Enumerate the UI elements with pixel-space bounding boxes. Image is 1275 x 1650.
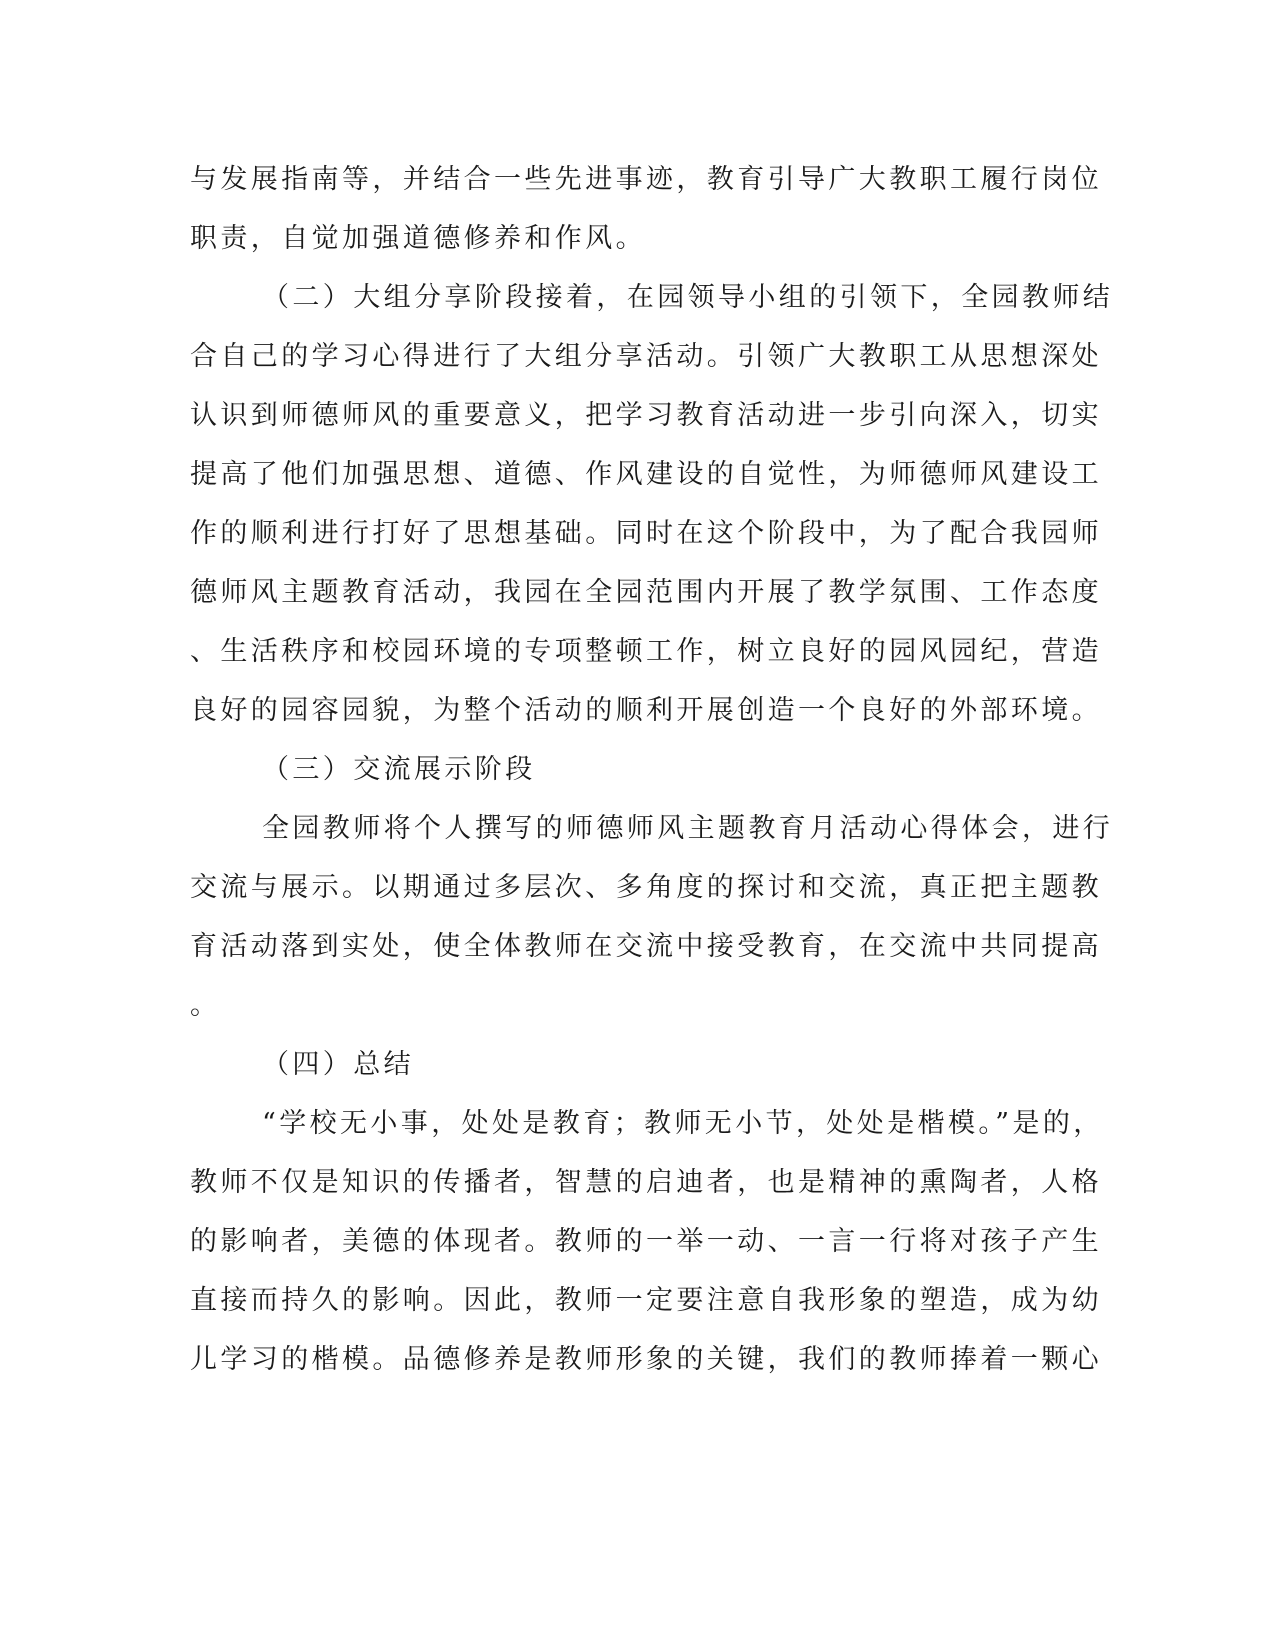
text-line: 直接而持久的影响。因此，教师一定要注意自我形象的塑造，成为幼 <box>190 1285 1102 1316</box>
text-line: 儿学习的楷模。品德修养是教师形象的关键，我们的教师捧着一颗心 <box>190 1344 1102 1375</box>
text-line: 与发展指南等，并结合一些先进事迹，教育引导广大教职工履行岗位 <box>190 164 1102 195</box>
text-line: 提高了他们加强思想、道德、作风建设的自觉性，为师德师风建设工 <box>190 459 1102 490</box>
text-line: 职责，自觉加强道德修养和作风。 <box>190 223 646 254</box>
text-line: 作的顺利进行打好了思想基础。同时在这个阶段中，为了配合我园师 <box>190 518 1102 549</box>
text-line: 的影响者，美德的体现者。教师的一举一动、一言一行将对孩子产生 <box>190 1226 1102 1257</box>
quote-line: “学校无小事，处处是教育；教师无小节，处处是楷模。”是的， <box>262 1108 1104 1139</box>
text-line: 德师风主题教育活动，我园在全园范围内开展了教学氛围、工作态度 <box>190 577 1102 608</box>
text-line: 交流与展示。以期通过多层次、多角度的探讨和交流，真正把主题教 <box>190 872 1102 903</box>
text-line: 全园教师将个人撰写的师德师风主题教育月活动心得体会，进行 <box>262 813 1114 844</box>
text-line: 。 <box>190 990 221 1021</box>
section-heading: （三）交流展示阶段 <box>262 754 536 785</box>
section-heading-line: （二）大组分享阶段接着，在园领导小组的引领下，全园教师结 <box>262 282 1114 313</box>
text-line: 教师不仅是知识的传播者，智慧的启迪者，也是精神的熏陶者，人格 <box>190 1167 1102 1198</box>
section-heading: （四）总结 <box>262 1049 414 1080</box>
text-line: 认识到师德师风的重要意义，把学习教育活动进一步引向深入，切实 <box>190 400 1102 431</box>
text-line: 育活动落到实处，使全体教师在交流中接受教育，在交流中共同提高 <box>190 931 1102 962</box>
text-line: 良好的园容园貌，为整个活动的顺利开展创造一个良好的外部环境。 <box>190 695 1102 726</box>
text-line: 、生活秩序和校园环境的专项整顿工作，树立良好的园风园纪，营造 <box>190 636 1102 667</box>
text-line: 合自己的学习心得进行了大组分享活动。引领广大教职工从思想深处 <box>190 341 1102 372</box>
